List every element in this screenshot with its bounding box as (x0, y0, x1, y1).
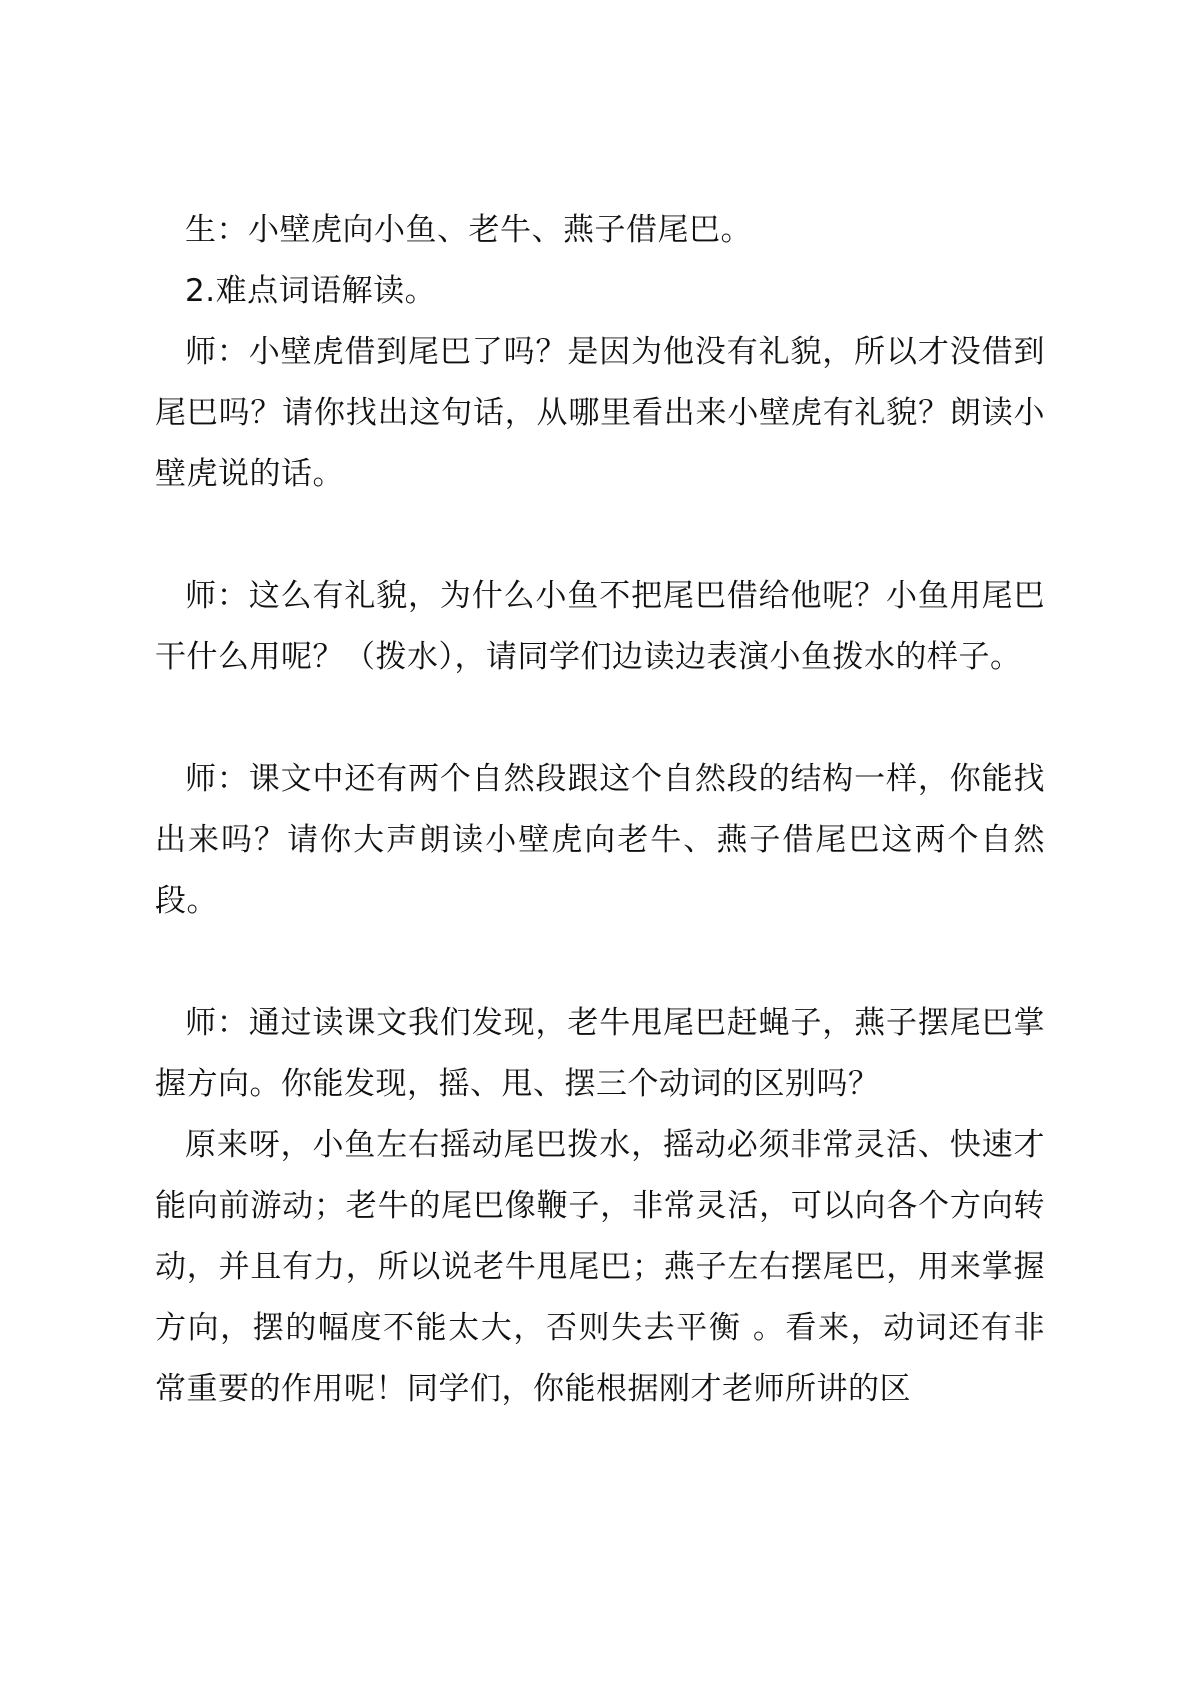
paragraph-spacer (155, 932, 1045, 993)
paragraph-section-heading: 2.难点词语解读。 (185, 273, 437, 309)
paragraph-teacher-question-2: 师：这么有礼貌，为什么小鱼不把尾巴借给他呢？小鱼用尾巴干什么用呢？（拨水），请同学们边读边表演小鱼拨水的样子。 (155, 578, 1045, 675)
paragraph-student-answer: 生：小壁虎向小鱼、老牛、燕子借尾巴。 (185, 212, 752, 248)
paragraph-teacher-question-1: 师：小壁虎借到尾巴了吗？是因为他没有礼貌，所以才没借到尾巴吗？请你找出这句话，从哪里看出来小壁虎有礼貌？朗读小壁虎说的话。 (155, 334, 1045, 492)
paragraph-teacher-question-3: 师：课文中还有两个自然段跟这个自然段的结构一样，你能找出来吗？请你大声朗读小壁虎向老牛、燕子借尾巴这两个自然段。 (155, 761, 1045, 919)
paragraph-spacer (155, 688, 1045, 749)
document-body (155, 200, 1045, 1420)
paragraph-spacer (155, 505, 1045, 566)
paragraph-explanation: 原来呀，小鱼左右摇动尾巴拨水，摇动必须非常灵活、快速才能向前游动；老牛的尾巴像鞭子，非常灵活，可以向各个方向转动，并且有力，所以说老牛甩尾巴；燕子左右摆尾巴，用来掌握方向，摆的幅度不能太大，否则失去平衡 。看来，动词还有非常重要的作用呢！同学们，你能根据刚才老师所讲的区 (155, 1127, 1045, 1407)
paragraph-teacher-question-4: 师：通过读课文我们发现，老牛甩尾巴赶蝇子，燕子摆尾巴掌握方向。你能发现，摇、甩、摆三个动词的区别吗？ (155, 1005, 1045, 1102)
